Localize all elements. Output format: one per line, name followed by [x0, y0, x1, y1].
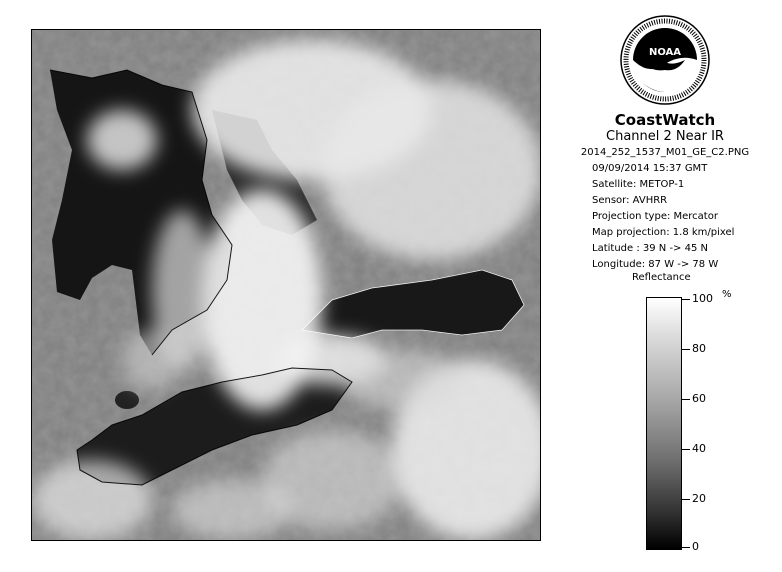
tick-label: 100: [692, 292, 713, 305]
tick-mark: [682, 449, 690, 450]
tick-label: 60: [692, 392, 706, 405]
map-projection-label: Map projection: 1.8 km/pixel: [592, 227, 735, 238]
tick-mark: [682, 399, 690, 400]
projection-type-label: Projection type: Mercator: [592, 211, 718, 222]
app-title: CoastWatch: [614, 111, 716, 129]
channel-label: Channel 2 Near IR: [606, 129, 724, 144]
logo-text: NOAA: [648, 47, 682, 58]
lake-st-clair: [115, 391, 139, 409]
satellite-image: [31, 29, 541, 541]
tick-label: 20: [692, 492, 706, 505]
tick-mark: [682, 499, 690, 500]
tick-mark: [682, 349, 690, 350]
colorbar-ticks: [682, 292, 742, 553]
colorbar-unit: %: [722, 289, 732, 300]
noaa-logo-icon: [619, 14, 711, 106]
satellite-map: [32, 30, 540, 540]
sensor-label: Sensor: AVHRR: [592, 195, 668, 206]
tick-mark: [682, 299, 690, 300]
tick-label: 80: [692, 342, 706, 355]
colorbar: [646, 297, 682, 550]
latitude-label: Latitude : 39 N -> 45 N: [592, 243, 708, 254]
datetime-label: 09/09/2014 15:37 GMT: [592, 163, 708, 174]
longitude-label: Longitude: 87 W -> 78 W: [592, 259, 719, 270]
satellite-label: Satellite: METOP-1: [592, 179, 685, 190]
tick-label: 40: [692, 442, 706, 455]
filename-label: 2014_252_1537_M01_GE_C2.PNG: [580, 147, 750, 158]
tick-mark: [682, 547, 690, 548]
tick-label: 0: [692, 540, 699, 553]
colorbar-label: Reflectance: [632, 272, 691, 283]
